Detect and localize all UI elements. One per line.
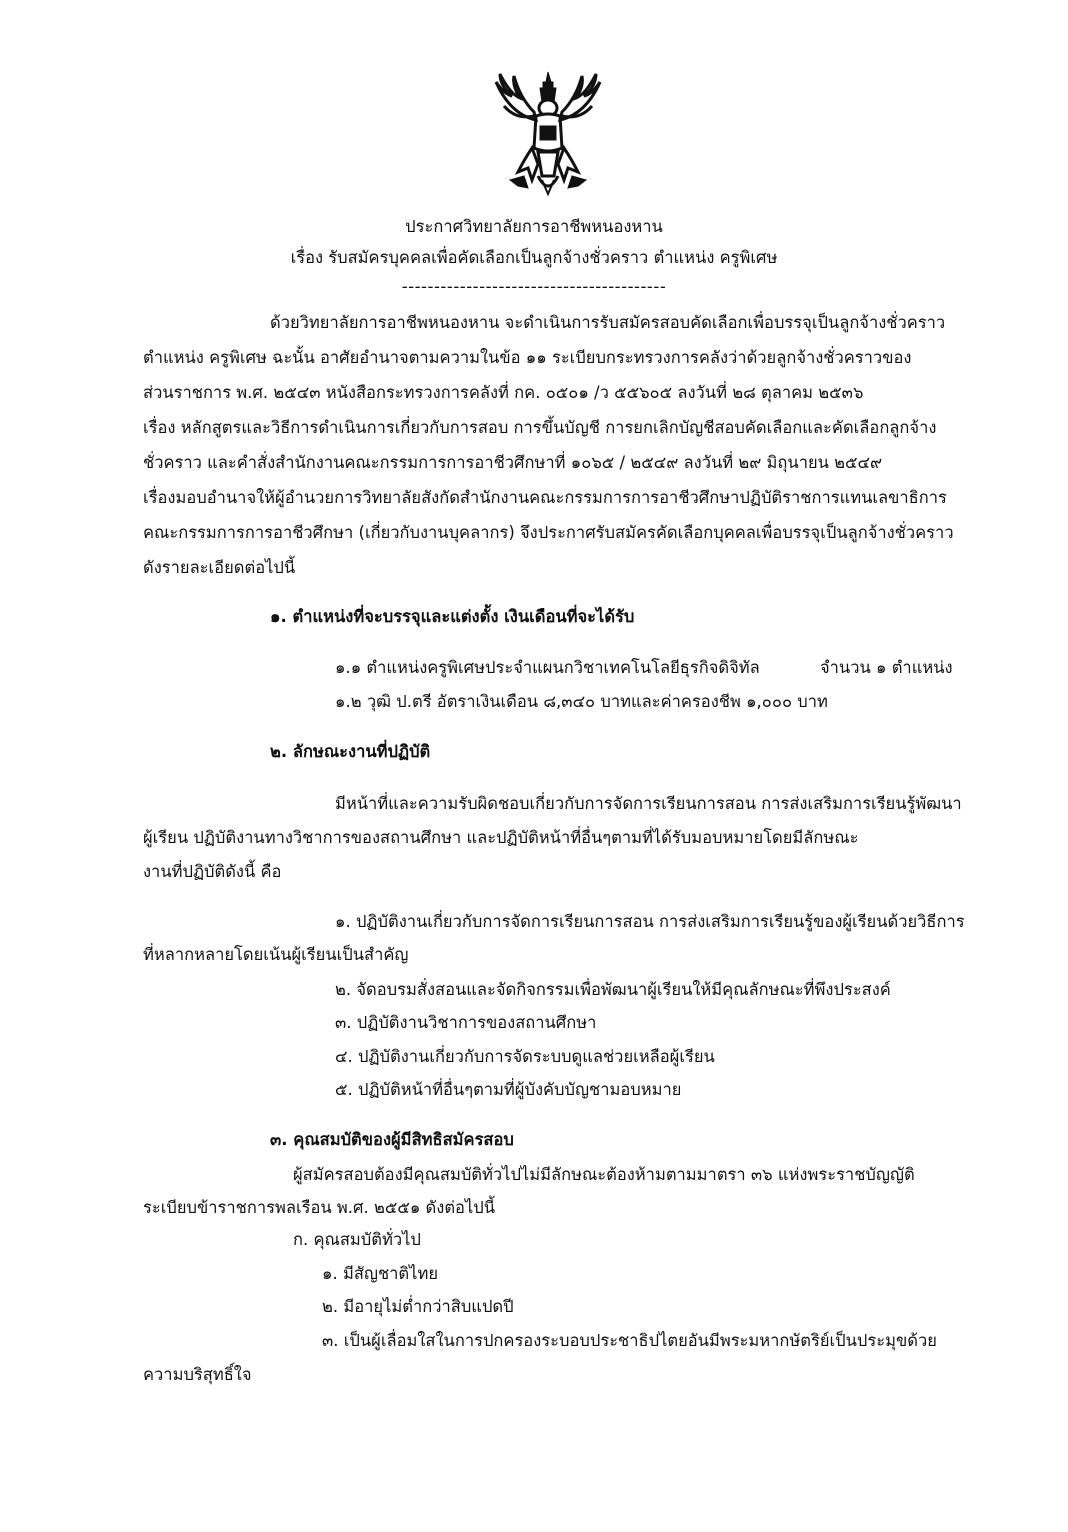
intro-line: ดังรายละเอียดต่อไปนี้ — [143, 558, 296, 577]
section-3-item: ๒. มีอายุไม่ต่ำกว่าสิบแปดปี — [322, 1297, 514, 1316]
intro-line: เรื่องมอบอำนาจให้ผู้อำนวยการวิทยาลัยสังกัดสำนักงานคณะกรรมการการอาชีวศึกษาปฏิบัติราชการแทนเลขาธิการ — [143, 488, 947, 507]
section-2-para-line: มีหน้าที่และความรับผิดชอบเกี่ยวกับการจัดการเรียนการสอน การส่งเสริมการเรียนรู้พัฒนา — [335, 794, 962, 813]
section-1-item-1-count: จำนวน ๑ ตำแหน่ง — [820, 658, 953, 677]
intro-line: ชั่วคราว และคำสั่งสำนักงานคณะกรรมการการอาชีวศึกษาที่ ๑๐๖๕ / ๒๕๔๙ ลงวันที่ ๒๙ มิถุนายน ๒๕๔๙ — [143, 453, 883, 472]
header-divider: ----------------------------------------- — [401, 277, 667, 296]
section-3-para-line: ระเบียบข้าราชการพลเรือน พ.ศ. ๒๕๕๑ ดังต่อไปนี้ — [143, 1198, 495, 1217]
section-1-item-2: ๑.๒ วุฒิ ป.ตรี อัตราเงินเดือน ๘,๓๔๐ บาทและค่าครองชีพ ๑,๐๐๐ บาท — [335, 692, 828, 711]
garuda-emblem-icon — [488, 68, 608, 198]
section-2-item: ๔. ปฏิบัติงานเกี่ยวกับการจัดระบบดูแลช่วยเหลือผู้เรียน — [335, 1047, 715, 1066]
intro-line: เรื่อง หลักสูตรและวิธีการดำเนินการเกี่ยวกับการสอบ การขึ้นบัญชี การยกเลิกบัญชีสอบคัดเลือกและคัดเลือกลูกจ้าง — [143, 418, 937, 437]
intro-line: ตำแหน่ง ครูพิเศษ ฉะนั้น อาศัยอำนาจตามความในข้อ ๑๑ ระเบียบกระทรวงการคลังว่าด้วยลูกจ้างชั่วคราวของ — [143, 348, 912, 367]
document-title: ประกาศวิทยาลัยการอาชีพหนองหาน — [405, 217, 663, 236]
section-2-para-line: งานที่ปฏิบัติดังนี้ คือ — [143, 862, 282, 881]
section-3-para-line: ผู้สมัครสอบต้องมีคุณสมบัติทั่วไปไม่มีลักษณะต้องห้ามตามมาตรา ๓๖ แห่งพระราชบัญญัติ — [293, 1165, 915, 1184]
section-2-item: ๕. ปฏิบัติหน้าที่อื่นๆตามที่ผู้บังคับบัญชามอบหมาย — [335, 1080, 682, 1099]
section-3-item-continuation: ความบริสุทธิ์ใจ — [143, 1365, 252, 1384]
section-3-item: ๓. เป็นผู้เลื่อมใสในการปกครองระบอบประชาธิปไตยอันมีพระมหากษัตริย์เป็นประมุขด้วย — [322, 1331, 937, 1350]
section-2-heading: ๒. ลักษณะงานที่ปฏิบัติ — [270, 742, 431, 761]
section-2-para-line: ผู้เรียน ปฏิบัติงานทางวิชาการของสถานศึกษา และปฏิบัติหน้าที่อื่นๆตามที่ได้รับมอบหมายโดยมีลักษณะ — [143, 828, 859, 847]
intro-line: ส่วนราชการ พ.ศ. ๒๕๔๓ หนังสือกระทรวงการคลังที่ กค. ๐๕๐๑ /ว ๕๕๖๐๕ ลงวันที่ ๒๘ ตุลาคม ๒๕๓๖ — [143, 383, 864, 402]
section-3-sub-heading: ก. คุณสมบัติทั่วไป — [293, 1230, 421, 1249]
section-2-item: ๓. ปฏิบัติงานวิชาการของสถานศึกษา — [335, 1013, 597, 1032]
intro-line: ด้วยวิทยาลัยการอาชีพหนองหาน จะดำเนินการรับสมัครสอบคัดเลือกเพื่อบรรจุเป็นลูกจ้างชั่วคราว — [270, 313, 946, 332]
section-3-heading: ๓. คุณสมบัติของผู้มีสิทธิสมัครสอบ — [270, 1130, 514, 1149]
document-subject: เรื่อง รับสมัครบุคคลเพื่อคัดเลือกเป็นลูกจ้างชั่วคราว ตำแหน่ง ครูพิเศษ — [290, 248, 778, 267]
section-2-item-continuation: ที่หลากหลายโดยเน้นผู้เรียนเป็นสำคัญ — [143, 945, 409, 964]
section-2-item: ๑. ปฏิบัติงานเกี่ยวกับการจัดการเรียนการสอน การส่งเสริมการเรียนรู้ของผู้เรียนด้วยวิธีการ — [335, 912, 965, 931]
section-3-item: ๑. มีสัญชาติไทย — [322, 1264, 438, 1283]
section-1-item-1: ๑.๑ ตำแหน่งครูพิเศษประจำแผนกวิชาเทคโนโลยีธุรกิจดิจิทัล — [335, 658, 760, 677]
section-1-heading: ๑. ตำแหน่งที่จะบรรจุและแต่งตั้ง เงินเดือนที่จะได้รับ — [270, 607, 635, 626]
section-2-item: ๒. จัดอบรมสั่งสอนและจัดกิจกรรมเพื่อพัฒนาผู้เรียนให้มีคุณลักษณะที่พึงประสงค์ — [335, 980, 891, 999]
intro-line: คณะกรรมการการอาชีวศึกษา (เกี่ยวกับงานบุคลากร) จึงประกาศรับสมัครคัดเลือกบุคคลเพื่อบรรจุเป็นลูกจ้างชั่วคราว — [143, 523, 954, 542]
